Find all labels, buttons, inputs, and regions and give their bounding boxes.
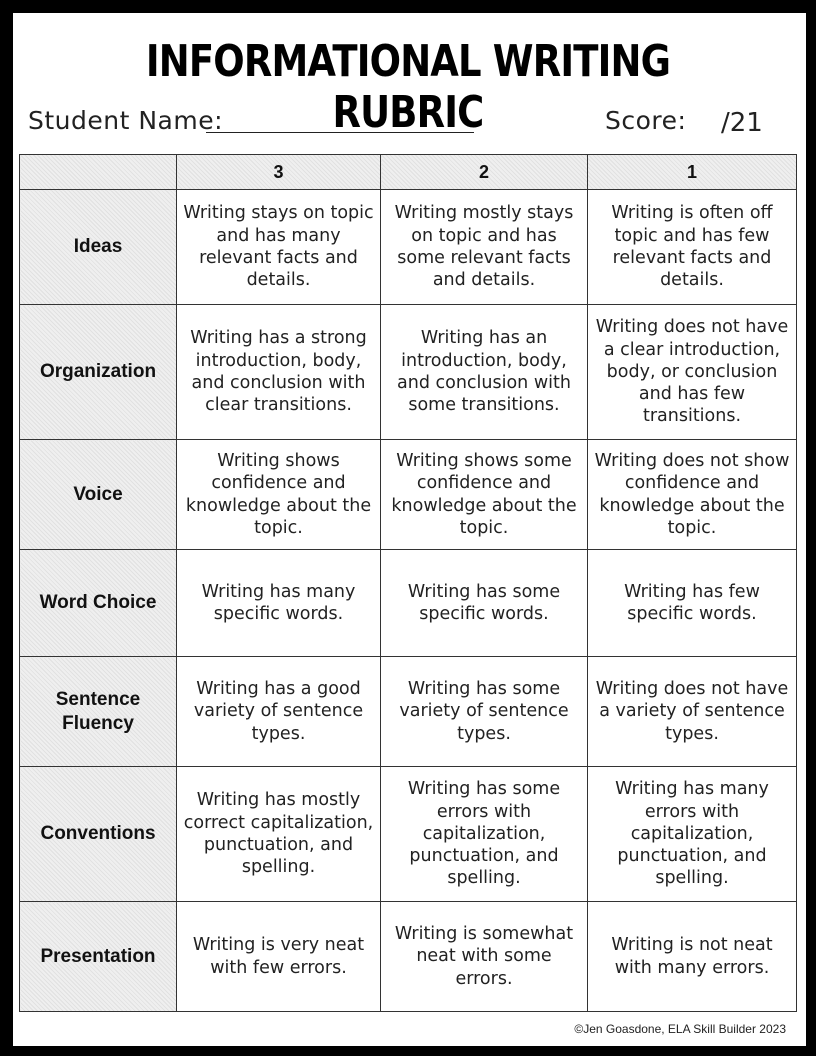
table-row: [20, 550, 797, 657]
student-name-label: Student Name:: [28, 106, 224, 135]
table-row: [20, 440, 797, 550]
header-score-2: 2: [381, 155, 588, 190]
table-cell: Writing does not show confidence and knowledge about the topic.: [588, 440, 797, 550]
header-corner: [20, 155, 177, 190]
table-cell: Writing does not have a clear introduction, body, or conclusion and has few transitions.: [588, 305, 797, 440]
table-cell: Writing has many errors with capitalization, punctuation, and spelling.: [588, 767, 797, 902]
criterion-voice: Voice: [20, 440, 177, 550]
table-cell: Writing mostly stays on topic and has some relevant facts and details.: [381, 190, 588, 305]
criterion-word-choice: Word Choice: [20, 550, 177, 657]
table-row: [20, 767, 797, 902]
table-cell: Writing shows some confidence and knowledge about the topic.: [381, 440, 588, 550]
table-cell: Writing has many specific words.: [177, 550, 381, 657]
student-name-blank[interactable]: [206, 132, 474, 133]
header-score-3: 3: [177, 155, 381, 190]
table-cell: Writing has few specific words.: [588, 550, 797, 657]
table-cell: Writing does not have a variety of sentence types.: [588, 657, 797, 767]
table-cell: Writing has some specific words.: [381, 550, 588, 657]
table-cell: Writing has a strong introduction, body, and conclusion with clear transitions.: [177, 305, 381, 440]
rubric-table: [19, 154, 797, 1012]
table-cell: Writing has some errors with capitalization, punctuation, and spelling.: [381, 767, 588, 902]
header-score-1: 1: [588, 155, 797, 190]
criterion-conventions: Conventions: [20, 767, 177, 902]
criterion-ideas: Ideas: [20, 190, 177, 305]
table-cell: Writing is not neat with many errors.: [588, 902, 797, 1012]
criterion-presentation: Presentation: [20, 902, 177, 1012]
table-cell: Writing is somewhat neat with some errors.: [381, 902, 588, 1012]
table-row: [20, 657, 797, 767]
page-title: INFORMATIONAL WRITING RUBRIC: [145, 36, 671, 138]
table-cell: Writing has an introduction, body, and conclusion with some transitions.: [381, 305, 588, 440]
score-label: Score:: [605, 106, 687, 135]
header-row: [20, 155, 797, 190]
copyright-footer: ©Jen Goasdone, ELA Skill Builder 2023: [574, 1022, 786, 1036]
table-cell: Writing has a good variety of sentence types.: [177, 657, 381, 767]
table-row: [20, 902, 797, 1012]
table-cell: Writing stays on topic and has many relevant facts and details.: [177, 190, 381, 305]
table-cell: Writing has mostly correct capitalization, punctuation, and spelling.: [177, 767, 381, 902]
table-cell: Writing is often off topic and has few relevant facts and details.: [588, 190, 797, 305]
score-max: /21: [721, 108, 763, 138]
criterion-organization: Organization: [20, 305, 177, 440]
criterion-sentence-fluency: Sentence Fluency: [20, 657, 177, 767]
table-cell: Writing shows confidence and knowledge about the topic.: [177, 440, 381, 550]
student-info-row: [28, 106, 788, 142]
table-row: [20, 305, 797, 440]
table-cell: Writing is very neat with few errors.: [177, 902, 381, 1012]
table-cell: Writing has some variety of sentence types.: [381, 657, 588, 767]
table-row: [20, 190, 797, 305]
